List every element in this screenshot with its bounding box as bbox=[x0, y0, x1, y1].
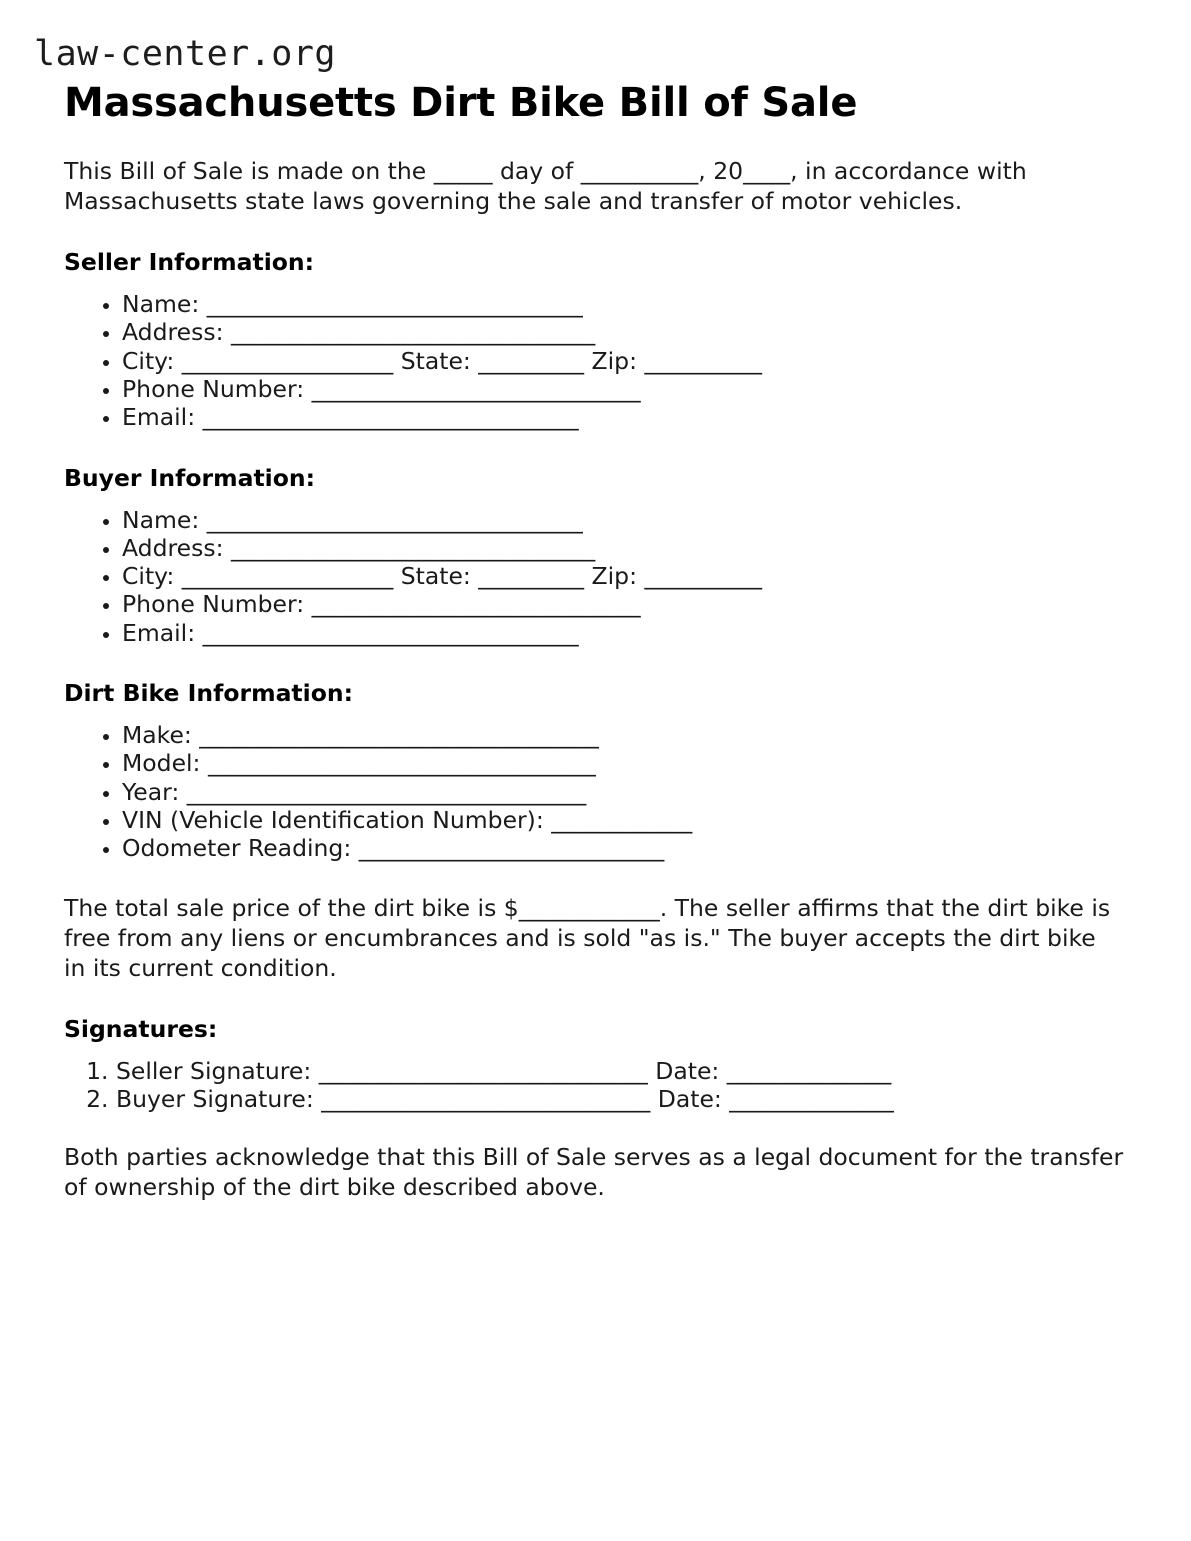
closing-paragraph: Both parties acknowledge that this Bill of Sale serves as a legal document for the transfer of ownership of the dirt bike described above. bbox=[64, 1142, 1124, 1201]
signatures-heading: Signatures: bbox=[64, 1014, 218, 1043]
page-title: Massachusetts Dirt Bike Bill of Sale bbox=[64, 79, 858, 126]
sale-price-paragraph: The total sale price of the dirt bike is $____________. The seller affirms that the dirt bike is free from any liens or encumbrances and is sold "as is." The buyer accepts the dirt bike in its current condition. bbox=[64, 893, 1111, 982]
list-item: • Name: ________________________________ bbox=[122, 290, 1124, 318]
intro-paragraph: This Bill of Sale is made on the _____ day of __________, 20____, in accordance with Massachusetts state laws governing the sale and transfer of motor vehicles. bbox=[64, 156, 1027, 215]
list-item: • Email: ________________________________ bbox=[122, 619, 1124, 647]
list-item: • Make: __________________________________ bbox=[122, 721, 1124, 749]
list-item: 1. Seller Signature: ____________________________ Date: ______________ bbox=[116, 1057, 1124, 1085]
dirt-bike-information-list bbox=[64, 721, 1124, 863]
list-item: • Model: _________________________________ bbox=[122, 749, 1124, 777]
list-item: 2. Buyer Signature: ____________________________ Date: ______________ bbox=[116, 1085, 1124, 1113]
buyer-information-heading: Buyer Information: bbox=[64, 463, 316, 492]
list-item: • VIN (Vehicle Identification Number): ____________ bbox=[122, 806, 1124, 834]
document-content bbox=[34, 34, 1124, 1225]
list-item: • City: __________________ State: _________ Zip: __________ bbox=[122, 347, 1124, 375]
list-item: • Address: _______________________________ bbox=[122, 534, 1124, 562]
list-item: • Name: ________________________________ bbox=[122, 506, 1124, 534]
list-item: • Year: __________________________________ bbox=[122, 778, 1124, 806]
site-url: law-center.org bbox=[34, 34, 337, 74]
list-item: • Phone Number: ____________________________ bbox=[122, 375, 1124, 403]
list-item: • Address: _______________________________ bbox=[122, 318, 1124, 346]
dirt-bike-information-heading: Dirt Bike Information: bbox=[64, 679, 353, 708]
list-item: • Email: ________________________________ bbox=[122, 403, 1124, 431]
seller-information-list bbox=[64, 290, 1124, 432]
signatures-list bbox=[64, 1057, 1124, 1114]
list-item: • City: __________________ State: _________ Zip: __________ bbox=[122, 562, 1124, 590]
seller-information-heading: Seller Information: bbox=[64, 247, 315, 276]
list-item: • Phone Number: ____________________________ bbox=[122, 590, 1124, 618]
buyer-information-list bbox=[64, 506, 1124, 648]
list-item: • Odometer Reading: __________________________ bbox=[122, 834, 1124, 862]
